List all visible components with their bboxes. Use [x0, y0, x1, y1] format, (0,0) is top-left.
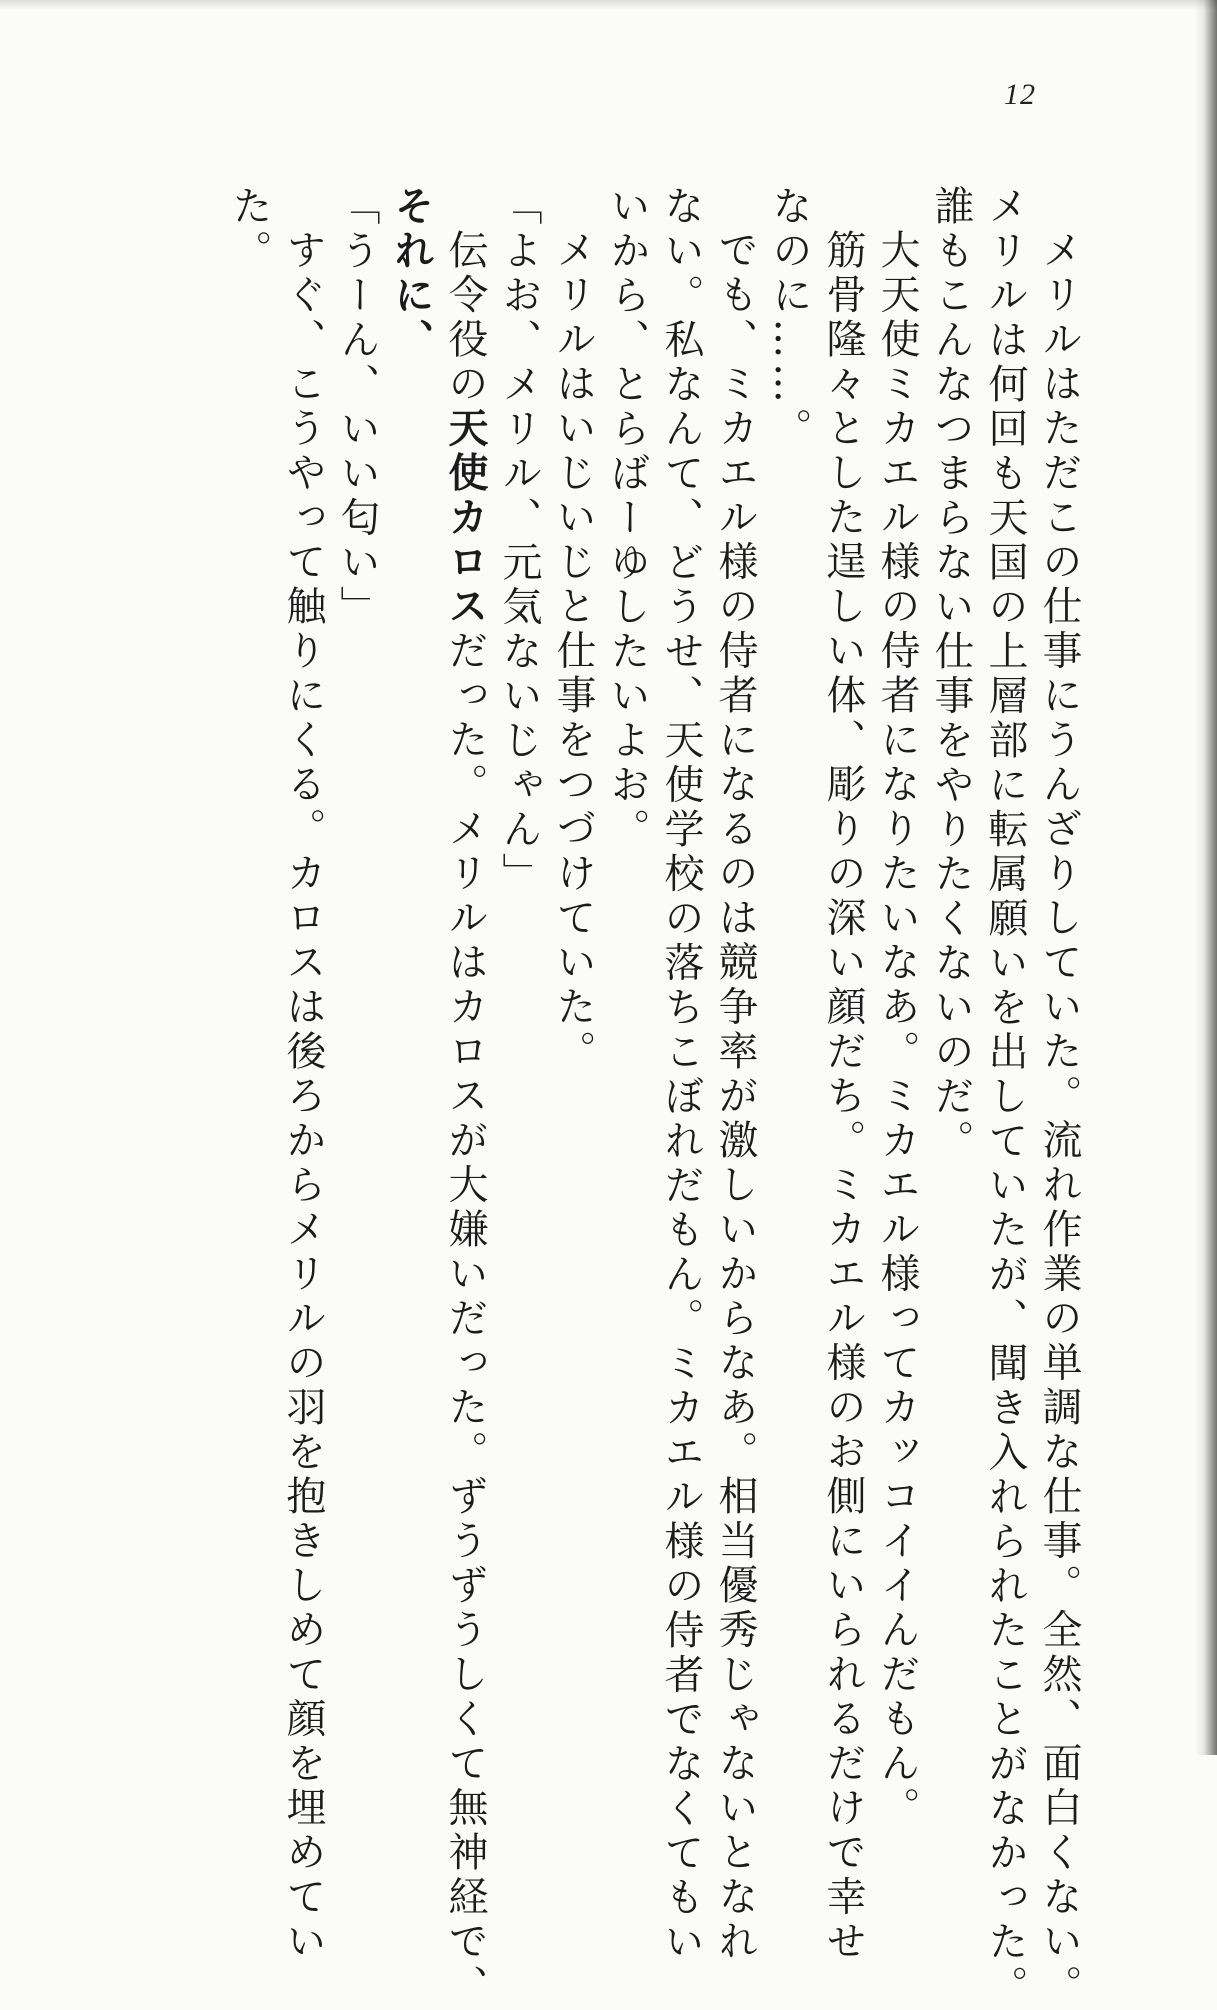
text-line — [976, 185, 1034, 2010]
text-line — [814, 185, 872, 1965]
line-text-bold: それに、 — [388, 185, 434, 363]
line-text: ない。私なんて、どうせ、天使学校の落ちこぼれだもん。ミカエル様の侍者でなくてもい — [658, 185, 704, 1965]
line-text: なのに……。 — [766, 185, 812, 452]
text-line — [760, 185, 818, 1630]
text-line — [436, 185, 494, 2009]
line-text-bold: 天使カロス — [442, 407, 488, 630]
text-lines — [140, 185, 1088, 2010]
line-text: 「うーん、いい匂い」 — [334, 185, 380, 630]
page-number: 12 — [1004, 78, 1036, 111]
line-text: 大天使ミカエル様の侍者になりたいなあ。ミカエル様ってカッコイイんだもん。 — [874, 229, 920, 1831]
line-text: いから、とらばーゆしたいよお。 — [604, 185, 650, 853]
text-line — [598, 185, 656, 1630]
text-line — [328, 185, 386, 1630]
line-text: 筋骨隆々とした逞しい体、彫りの深い顔だち。ミカエル様のお側にいられるだけで幸せ — [820, 229, 866, 1965]
page-edge-shadow — [1195, 0, 1217, 1755]
text-line — [274, 185, 332, 1965]
line-text-pre: 伝令役の — [442, 229, 488, 407]
text-line — [382, 185, 440, 1630]
text-line — [706, 185, 764, 1965]
text-line — [1030, 185, 1088, 2009]
line-text: でも、ミカエル様の侍者になるのは競争率が激しいからなあ。相当優秀じゃないとなれ — [712, 229, 758, 1965]
text-line — [544, 185, 602, 1674]
text-line — [652, 185, 710, 1965]
line-text: メリルはただこの仕事にうんざりしていた。流れ作業の単調な仕事。全然、面白くない。 — [1036, 229, 1082, 2009]
text-line — [922, 185, 980, 1630]
line-text: メリルは何回も天国の上層部に転属願いを出していたが、聞き入れられたことがなかった。 — [982, 185, 1028, 2010]
line-text: 誰もこんなつまらない仕事をやりたくないのだ。 — [928, 185, 974, 1164]
text-line — [868, 185, 926, 1831]
line-text: メリルはいじいじと仕事をつづけていた。 — [550, 229, 596, 1075]
text-line — [220, 185, 278, 1630]
line-text: だった。メリルはカロスが大嫌いだった。ずうずうしくて無神経で、 — [442, 629, 488, 2009]
vertical-text-body — [140, 185, 1088, 2010]
line-text: 「よお、メリル、元気ないじゃん」 — [496, 185, 542, 897]
text-line — [490, 185, 548, 1630]
line-text: すぐ、こうやって触りにくる。カロスは後ろからメリルの羽を抱きしめて顔を埋めてい — [280, 229, 326, 1965]
line-text: た。 — [226, 185, 272, 274]
page-top-shadow — [0, 0, 1217, 10]
